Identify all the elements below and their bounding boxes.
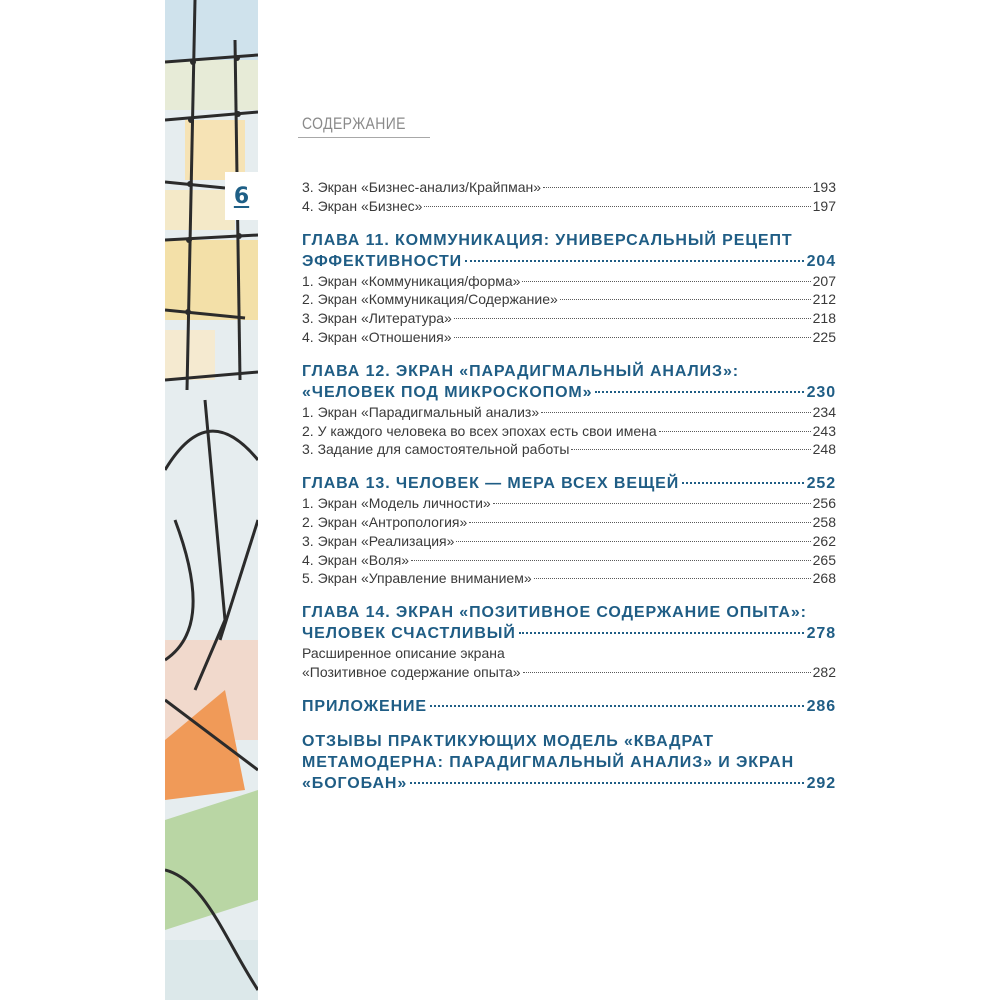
toc-item-label: 2. Экран «Антропология» (302, 513, 468, 530)
toc-item[interactable] (302, 569, 836, 588)
toc-item-label: 3. Экран «Бизнес-анализ/Крайпман» (302, 179, 541, 195)
leader-dots (534, 578, 811, 579)
toc-item-label: 3. Задание для самостоятельной работы (302, 441, 570, 458)
chapter-title-line: «ЧЕЛОВЕК ПОД МИКРОСКОПОМ» (302, 383, 593, 401)
section-title-rule (298, 137, 430, 138)
leader-dots (595, 391, 803, 393)
leader-dots (541, 412, 811, 413)
table-of-contents (302, 178, 836, 794)
toc-item-label: 4. Экран «Бизнес» (302, 197, 423, 214)
chapter-page: 252 (806, 475, 836, 493)
toc-item-label: 5. Экран «Управление вниманием» (302, 570, 532, 587)
toc-item[interactable] (302, 440, 836, 459)
chapter-title-line: ЭФФЕКТИВНОСТИ (302, 252, 463, 270)
chapter-title-row[interactable] (302, 382, 836, 403)
toc-item-page: 282 (812, 663, 836, 680)
chapter-title-line: ПРИЛОЖЕНИЕ (302, 697, 427, 715)
chapter-page: 286 (806, 697, 836, 715)
toc-item[interactable] (302, 494, 836, 513)
toc-item-page: 243 (812, 422, 836, 439)
toc-item-page: 197 (812, 197, 836, 214)
chapter-title-row[interactable] (302, 473, 836, 494)
toc-reviews (302, 731, 836, 794)
leader-dots (560, 299, 811, 300)
toc-item-label: 4. Экран «Отношения» (302, 328, 452, 345)
leader-dots (523, 672, 811, 673)
toc-item[interactable] (302, 309, 836, 328)
toc-item[interactable] (302, 551, 836, 570)
toc-item-label: 3. Экран «Реализация» (302, 532, 455, 549)
toc-item-page: 234 (812, 403, 836, 420)
leader-dots (454, 318, 811, 319)
chapter-title-line: ГЛАВА 13. ЧЕЛОВЕК — МЕРА ВСЕХ ВЕЩЕЙ (302, 475, 680, 493)
chapter-title-line[interactable]: ГЛАВА 11. КОММУНИКАЦИЯ: УНИВЕРСАЛЬНЫЙ РЕЦЕПТ (302, 231, 793, 249)
toc-item-page: 258 (812, 513, 836, 530)
toc-item[interactable] (302, 663, 836, 682)
toc-appendix (302, 696, 836, 717)
leader-dots (543, 187, 811, 188)
chapter-page: 204 (806, 252, 836, 270)
page-number-badge (225, 172, 258, 220)
toc-item[interactable] (302, 403, 836, 422)
chapter-title-line[interactable]: ОТЗЫВЫ ПРАКТИКУЮЩИХ МОДЕЛЬ «КВАДРАТ (302, 732, 714, 750)
chapter-title-line: ЧЕЛОВЕК СЧАСТЛИВЫЙ (302, 625, 516, 643)
toc-item-label: «Позитивное содержание опыта» (302, 663, 521, 680)
toc-item-label: 4. Экран «Воля» (302, 551, 410, 568)
chapter-title-row[interactable] (302, 251, 836, 272)
chapter-title-line[interactable]: ГЛАВА 14. ЭКРАН «ПОЗИТИВНОЕ СОДЕРЖАНИЕ ОПЫТА»: (302, 604, 807, 622)
toc-item[interactable] (302, 272, 836, 291)
toc-item-page: 218 (812, 310, 836, 327)
section-title: СОДЕРЖАНИЕ (302, 114, 406, 133)
toc-item-page: 193 (812, 179, 836, 195)
chapter-title-line[interactable]: ГЛАВА 12. ЭКРАН «ПАРАДИГМАЛЬНЫЙ АНАЛИЗ»: (302, 362, 740, 380)
toc-item-page: 265 (812, 551, 836, 568)
toc-item-label: 1. Экран «Коммуникация/форма» (302, 272, 521, 289)
toc-item[interactable] (302, 328, 836, 347)
toc-chapter-13 (302, 473, 836, 588)
leader-dots (410, 782, 803, 784)
chapter-page: 230 (806, 383, 836, 401)
leader-dots (659, 431, 811, 432)
toc-item-page: 256 (812, 495, 836, 512)
chapter-title-row[interactable] (302, 696, 836, 717)
leader-dots (465, 260, 804, 262)
toc-item[interactable] (302, 290, 836, 309)
toc-item[interactable] (302, 422, 836, 441)
leader-dots (522, 281, 810, 282)
chapter-page: 292 (806, 774, 836, 792)
leader-dots (519, 632, 804, 634)
toc-item-label: 1. Экран «Парадигмальный анализ» (302, 403, 540, 420)
toc-chapter-12 (302, 361, 836, 459)
toc-item-page: 212 (812, 291, 836, 308)
toc-item-label: 2. У каждого человека во всех эпохах есть свои имена (302, 422, 657, 439)
toc-item-label: 1. Экран «Модель личности» (302, 495, 491, 512)
chapter-title-line[interactable]: МЕТАМОДЕРНА: ПАРАДИГМАЛЬНЫЙ АНАЛИЗ» И ЭКРАН (302, 753, 795, 771)
leader-dots (454, 337, 811, 338)
toc-item[interactable] (302, 178, 836, 197)
leader-dots (469, 522, 810, 523)
toc-item-page: 248 (812, 441, 836, 458)
leader-dots (424, 206, 810, 207)
toc-item[interactable] (302, 513, 836, 532)
leader-dots (456, 541, 810, 542)
toc-item-page: 262 (812, 532, 836, 549)
toc-chapter-11 (302, 230, 836, 347)
chapter-title-row[interactable] (302, 623, 836, 644)
toc-item-page: 207 (812, 272, 836, 289)
chapter-title-line: «БОГОБАН» (302, 774, 408, 792)
toc-item-label: 2. Экран «Коммуникация/Содержание» (302, 291, 558, 308)
leader-dots (571, 449, 810, 450)
toc-item-label: 3. Экран «Литература» (302, 310, 452, 327)
chapter-page: 278 (806, 625, 836, 643)
page-number: 6 (233, 183, 250, 209)
toc-item[interactable] (302, 532, 836, 551)
toc-item-label-line[interactable]: Расширенное описание экрана (302, 645, 505, 662)
toc-item-page: 268 (812, 570, 836, 587)
toc-chapter-14 (302, 602, 836, 682)
toc-item[interactable] (302, 197, 836, 216)
leader-dots (493, 503, 811, 504)
leader-dots (430, 705, 804, 707)
leader-dots (682, 482, 803, 484)
chapter-title-row[interactable] (302, 773, 836, 794)
leader-dots (411, 560, 811, 561)
toc-item-page: 225 (812, 328, 836, 345)
decorative-artwork (165, 0, 258, 1000)
